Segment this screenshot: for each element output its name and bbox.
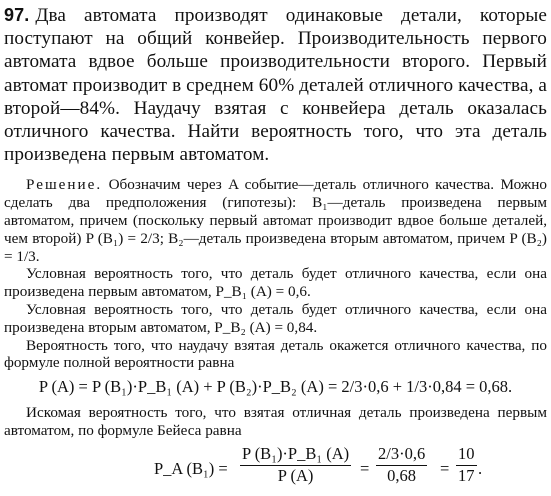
bayes-period: . <box>478 458 483 478</box>
bayes-numerator-2: 2/3·0,6 <box>376 444 427 466</box>
solution-paragraph-5: Искомая вероятность того, что взятая отличная деталь произведена первым автоматом, по формуле Бейеса равна <box>4 403 547 439</box>
solution-paragraph-3: Условная вероятность того, что деталь будет отличного качества, если она произведена вторым автоматом, P_B₂ (A) = 0,84. <box>4 301 547 336</box>
bayes-lhs: P_A (B₁) = <box>154 458 228 478</box>
solution-heading: Решение. <box>26 176 103 194</box>
problem-number: 97. <box>4 5 30 25</box>
bayes-fraction-2 <box>376 444 427 486</box>
total-probability-formula: P (A) = P (B₁)·P_B₁ (A) + P (B₂)·P_B₂ (A) = 2/3·0,6 + 1/3·0,84 = 0,68. <box>38 377 513 397</box>
problem-statement <box>4 4 547 166</box>
bayes-denominator-1: P (A) <box>277 465 314 485</box>
solution-p1-text: Обозначим через A событие—деталь отличного качества. Можно сделать два предположения (гипотезы): B₁—деталь произведена первым автоматом, причем (поскольку первый автомат производит вдвое больше деталей, чем второй) P (B₁) = 2/3; B₂—деталь произведена вторым автоматом, причем P (B₂) = 1/3. <box>4 176 548 265</box>
problem-text: Два автомата производят одинаковые детали, которые поступают на общий конвейер. Производительность первого автомата вдвое больше производительности второго. Первый автомат производит в среднем 60% деталей отличного качества, а второй—84%. Наудачу взятая с конвейера деталь оказалась отличного качества. Найти вероятность того, что эта деталь произведена первым автоматом. <box>4 5 547 166</box>
bayes-fraction-1 <box>240 444 351 486</box>
bayes-numerator-1: P (B₁)·P_B₁ (A) <box>240 444 351 466</box>
bayes-numerator-3: 10 <box>456 444 477 466</box>
page <box>4 4 547 496</box>
solution-paragraph-2: Условная вероятность того, что деталь будет отличного качества, если она произведена первым автоматом, P_B₁ (A) = 0,6. <box>4 265 547 301</box>
bayes-fraction-3 <box>456 444 477 486</box>
bayes-formula <box>4 444 547 496</box>
solution-paragraph-1 <box>4 176 547 265</box>
bayes-denominator-3: 17 <box>458 465 475 485</box>
bayes-denominator-2: 0,68 <box>387 465 417 485</box>
solution-paragraph-4: Вероятность того, что наудачу взятая деталь окажется отличного качества, по формуле полной вероятности равна <box>4 336 547 372</box>
bayes-equals-1: = <box>360 458 370 478</box>
bayes-equals-2: = <box>440 458 450 478</box>
